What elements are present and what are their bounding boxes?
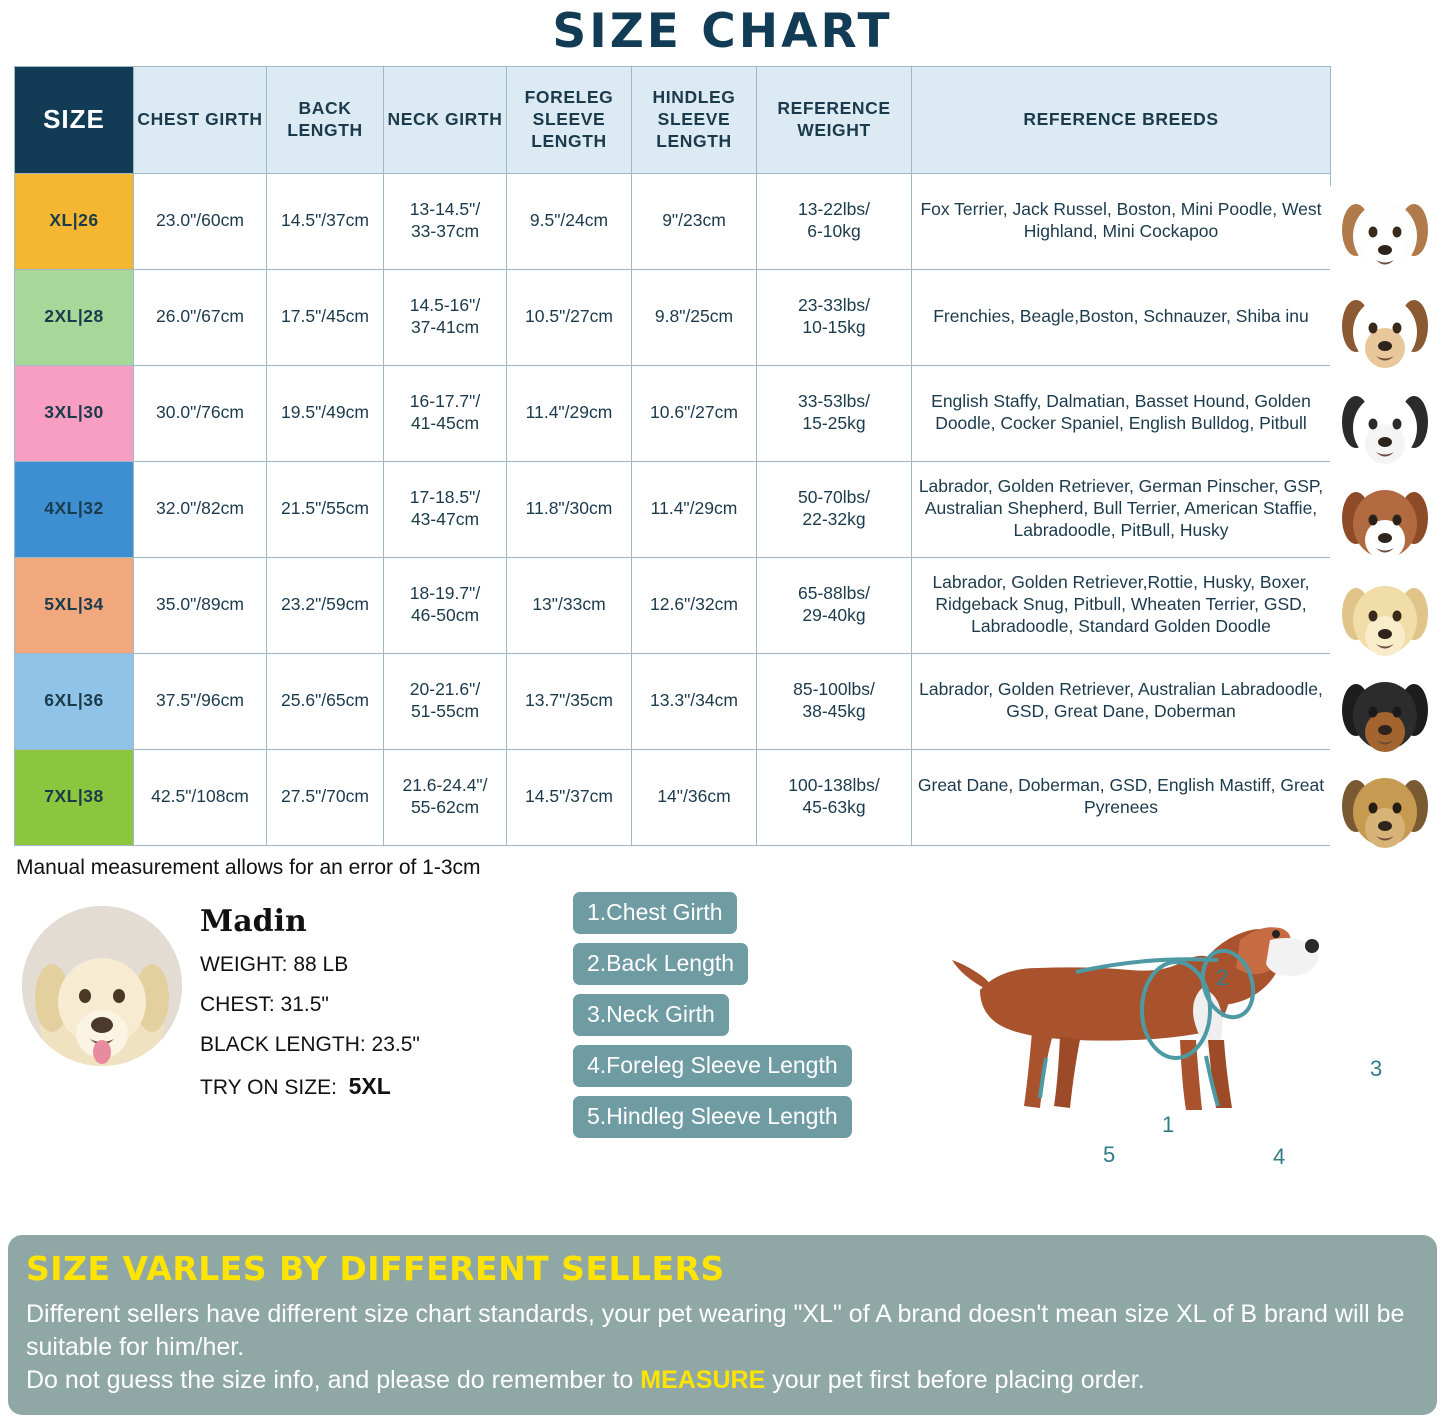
legend-item-1: 1.Chest Girth: [573, 892, 737, 934]
banner-line2-post: your pet first before placing order.: [765, 1366, 1145, 1394]
row-foreleg-sleeve-length: 11.8"/30cm: [507, 461, 632, 557]
beagle-photo-icon: [1330, 282, 1438, 378]
row-back-length: 19.5"/49cm: [267, 365, 384, 461]
banner-body: [26, 1298, 1419, 1397]
breed-photo-strip: [1330, 186, 1440, 858]
dog-measurement-diagram: [940, 880, 1440, 1180]
row-size-cell: 5XL|34: [15, 557, 134, 653]
row-chest-girth: 42.5"/108cm: [134, 749, 267, 845]
diagram-marker-5: 5: [1103, 1141, 1116, 1167]
row-chest-girth: 32.0"/82cm: [134, 461, 267, 557]
dog-diagram-icon: [940, 880, 1440, 1180]
diagram-marker-2: 2: [1216, 964, 1229, 990]
row-back-length: 27.5"/70cm: [267, 749, 384, 845]
row-hindleg-sleeve-length: 9.8"/25cm: [632, 269, 757, 365]
seller-size-notice-banner: [8, 1235, 1437, 1415]
row-back-length: 21.5"/55cm: [267, 461, 384, 557]
row-reference-weight: 85-100lbs/ 38-45kg: [757, 653, 912, 749]
table-row: [15, 173, 1331, 269]
th-foreleg-sleeve-length: [507, 66, 632, 173]
profile-name: Madin: [200, 903, 307, 939]
table-row: [15, 269, 1331, 365]
th-chest-girth: [134, 66, 267, 173]
legend-row: [573, 1096, 953, 1147]
row-neck-girth: 20-21.6"/ 51-55cm: [384, 653, 507, 749]
profile-weight: WEIGHT: 88 LB: [200, 952, 349, 976]
row-chest-girth: 30.0"/76cm: [134, 365, 267, 461]
row-reference-breeds: English Staffy, Dalmatian, Basset Hound, Golden Doodle, Cocker Spaniel, English Bulldog, Pitbull: [912, 365, 1331, 461]
th-back-length-label: BACK LENGTH: [287, 97, 363, 140]
table-row: [15, 365, 1331, 461]
great-dane-photo-icon: [1330, 762, 1438, 858]
row-foreleg-sleeve-length: 14.5"/37cm: [507, 749, 632, 845]
row-foreleg-sleeve-length: 11.4"/29cm: [507, 365, 632, 461]
legend-item-3: 3.Neck Girth: [573, 994, 729, 1036]
legend-row: [573, 994, 953, 1045]
table-row: [15, 653, 1331, 749]
table-header-row: [15, 66, 1331, 173]
th-reference-breeds: [912, 66, 1331, 173]
row-size-cell: 7XL|38: [15, 749, 134, 845]
row-reference-weight: 65-88lbs/ 29-40kg: [757, 557, 912, 653]
row-neck-girth: 17-18.5"/ 43-47cm: [384, 461, 507, 557]
th-weight-label: REFERENCE WEIGHT: [777, 97, 891, 140]
th-reference-weight: [757, 66, 912, 173]
row-foreleg-sleeve-length: 13.7"/35cm: [507, 653, 632, 749]
legend-row: [573, 943, 953, 994]
banner-line1: Different sellers have different size chart standards, your pet wearing "XL" of A brand doesn't mean size XL of B brand will be suitable for him/her.: [26, 1300, 1405, 1361]
row-chest-girth: 23.0"/60cm: [134, 173, 267, 269]
row-reference-breeds: Fox Terrier, Jack Russel, Boston, Mini Poodle, West Highland, Mini Cockapoo: [912, 173, 1331, 269]
row-back-length: 14.5"/37cm: [267, 173, 384, 269]
th-neck-girth-label: NECK GIRTH: [387, 108, 503, 129]
profile-chest: CHEST: 31.5": [200, 992, 329, 1016]
row-hindleg-sleeve-length: 14"/36cm: [632, 749, 757, 845]
row-size-cell: XL|26: [15, 173, 134, 269]
row-foreleg-sleeve-length: 9.5"/24cm: [507, 173, 632, 269]
row-chest-girth: 35.0"/89cm: [134, 557, 267, 653]
mid-section: [0, 880, 1445, 1180]
row-neck-girth: 13-14.5"/ 33-37cm: [384, 173, 507, 269]
legend-row: [573, 1045, 953, 1096]
row-reference-breeds: Labrador, Golden Retriever, German Pinscher, GSP, Australian Shepherd, Bull Terrier, American Staffie, Labradoodle, PitBull, Husky: [912, 461, 1331, 557]
banner-measure-highlight: MEASURE: [640, 1366, 766, 1394]
th-chest-girth-label: CHEST GIRTH: [137, 108, 263, 129]
great-dane-photo: [1330, 762, 1438, 858]
row-hindleg-sleeve-length: 10.6"/27cm: [632, 365, 757, 461]
american-staffordshire-terrier-photo-icon: [1330, 474, 1438, 570]
diagram-marker-3: 3: [1370, 1055, 1383, 1081]
beagle-photo: [1330, 282, 1438, 378]
jack-russell-terrier-photo-icon: [1330, 186, 1438, 282]
legend-row: [573, 892, 953, 943]
measurement-note: Manual measurement allows for an error of 1-3cm: [16, 855, 481, 879]
row-hindleg-sleeve-length: 9"/23cm: [632, 173, 757, 269]
size-table-wrap: [0, 66, 1445, 846]
banner-line2-pre: Do not guess the size info, and please do remember to: [26, 1366, 641, 1394]
row-reference-weight: 23-33lbs/ 10-15kg: [757, 269, 912, 365]
th-back-length: [267, 66, 384, 173]
row-reference-breeds: Labrador, Golden Retriever, Australian Labradoodle, GSD, Great Dane, Doberman: [912, 653, 1331, 749]
row-neck-girth: 18-19.7"/ 46-50cm: [384, 557, 507, 653]
row-size-cell: 3XL|30: [15, 365, 134, 461]
th-hindleg-sleeve-length: [632, 66, 757, 173]
th-size: SIZE: [15, 66, 134, 173]
th-hindleg-label: HINDLEG SLEEVE LENGTH: [652, 86, 736, 151]
try-on-size: 5XL: [348, 1072, 391, 1099]
row-size-cell: 6XL|36: [15, 653, 134, 749]
row-reference-breeds: Great Dane, Doberman, GSD, English Mastiff, Great Pyrenees: [912, 749, 1331, 845]
diagram-marker-4: 4: [1273, 1143, 1286, 1169]
labrador-retriever-photo-icon: [1330, 570, 1438, 666]
profile-try-on: [200, 1073, 420, 1100]
model-dog-profile: [22, 896, 552, 1116]
th-foreleg-label: FORELEG SLEEVE LENGTH: [524, 86, 614, 151]
row-chest-girth: 26.0"/67cm: [134, 269, 267, 365]
legend-item-4: 4.Foreleg Sleeve Length: [573, 1045, 852, 1087]
row-neck-girth: 21.6-24.4"/ 55-62cm: [384, 749, 507, 845]
table-body: [15, 173, 1331, 845]
profile-info: [200, 896, 420, 1116]
row-reference-weight: 50-70lbs/ 22-32kg: [757, 461, 912, 557]
german-shepherd-photo: [1330, 666, 1438, 762]
profile-back-length: BLACK LENGTH: 23.5": [200, 1032, 420, 1056]
row-foreleg-sleeve-length: 13"/33cm: [507, 557, 632, 653]
row-back-length: 25.6"/65cm: [267, 653, 384, 749]
row-size-cell: 2XL|28: [15, 269, 134, 365]
row-hindleg-sleeve-length: 12.6"/32cm: [632, 557, 757, 653]
german-shepherd-photo-icon: [1330, 666, 1438, 762]
row-back-length: 23.2"/59cm: [267, 557, 384, 653]
row-reference-breeds: Labrador, Golden Retriever,Rottie, Husky, Boxer, Ridgeback Snug, Pitbull, Wheaten Terrier, GSD, Labradoodle, Standard Golden Doodle: [912, 557, 1331, 653]
table-row: [15, 749, 1331, 845]
table-row: [15, 557, 1331, 653]
th-neck-girth: [384, 66, 507, 173]
row-reference-weight: 100-138lbs/ 45-63kg: [757, 749, 912, 845]
labrador-avatar-icon: [22, 906, 182, 1066]
row-chest-girth: 37.5"/96cm: [134, 653, 267, 749]
jack-russell-terrier-photo: [1330, 186, 1438, 282]
row-reference-breeds: Frenchies, Beagle,Boston, Schnauzer, Shiba inu: [912, 269, 1331, 365]
th-breeds-label: REFERENCE BREEDS: [1023, 108, 1219, 129]
row-size-cell: 4XL|32: [15, 461, 134, 557]
row-reference-weight: 13-22lbs/ 6-10kg: [757, 173, 912, 269]
dalmatian-photo-icon: [1330, 378, 1438, 474]
row-hindleg-sleeve-length: 11.4"/29cm: [632, 461, 757, 557]
row-back-length: 17.5"/45cm: [267, 269, 384, 365]
page-title: SIZE CHART: [552, 4, 893, 59]
row-foreleg-sleeve-length: 10.5"/27cm: [507, 269, 632, 365]
legend-item-2: 2.Back Length: [573, 943, 748, 985]
try-on-label: TRY ON SIZE:: [200, 1075, 337, 1099]
avatar: [22, 906, 182, 1066]
table-row: [15, 461, 1331, 557]
legend-item-5: 5.Hindleg Sleeve Length: [573, 1096, 852, 1138]
row-neck-girth: 14.5-16"/ 37-41cm: [384, 269, 507, 365]
row-neck-girth: 16-17.7"/ 41-45cm: [384, 365, 507, 461]
row-reference-weight: 33-53lbs/ 15-25kg: [757, 365, 912, 461]
diagram-marker-1: 1: [1162, 1111, 1175, 1137]
size-table: [14, 66, 1331, 846]
dalmatian-photo: [1330, 378, 1438, 474]
american-staffordshire-terrier-photo: [1330, 474, 1438, 570]
labrador-retriever-photo: [1330, 570, 1438, 666]
table-header: [15, 66, 1331, 173]
banner-title: SIZE VARLES BY DIFFERENT SELLERS: [26, 1249, 725, 1288]
measurement-legend: [573, 892, 953, 1147]
row-hindleg-sleeve-length: 13.3"/34cm: [632, 653, 757, 749]
